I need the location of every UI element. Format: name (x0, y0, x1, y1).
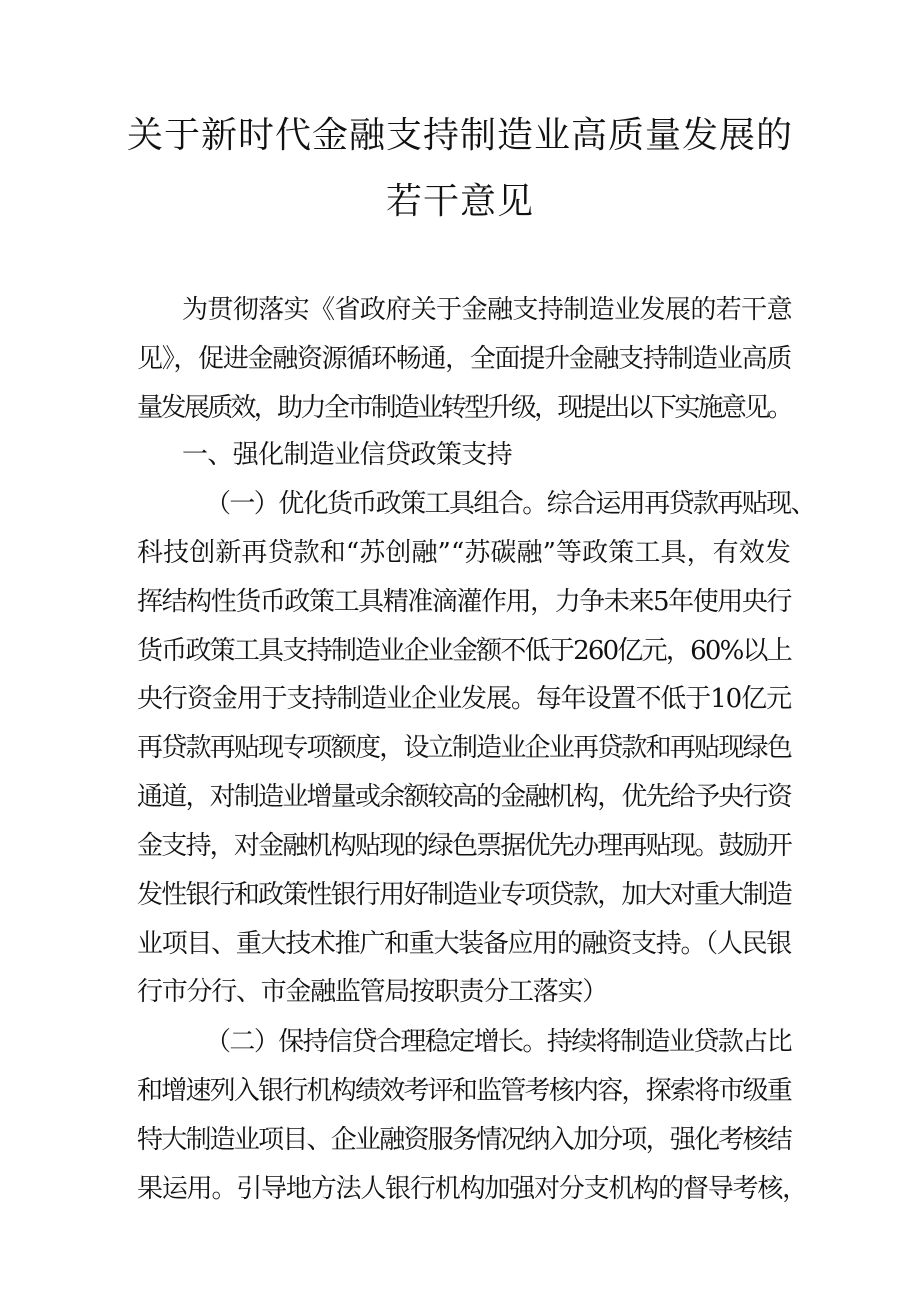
document-title-line-1: 关于新时代金融支持制造业高质量发展的 (126, 115, 793, 156)
paragraph-intro-line-2: 见》，促进金融资源循环畅通，全面提升金融支持制造业高质 (137, 344, 791, 374)
paragraph-1-line-10: 业项目、重大技术推广和重大装备应用的融资支持。（人民银 (137, 929, 791, 959)
paragraph-1-line-7: 通道，对制造业增量或余额较高的金融机构，优先给予央行资 (137, 782, 791, 812)
paragraph-1-line-6: 再贷款再贴现专项额度，设立制造业企业再贷款和再贴现绿色 (137, 733, 791, 763)
paragraph-1-line-9: 发性银行和政策性银行用好制造业专项贷款，加大对重大制造 (137, 880, 791, 910)
document-title-line-2: 若干意见 (385, 181, 534, 222)
paragraph-2-line-4: 果运用。引导地方法人银行机构加强对分支机构的督导考核， (137, 1174, 807, 1204)
paragraph-1-line-2: 科技创新再贷款和“苏创融”“苏碳融”等政策工具，有效发 (137, 538, 791, 568)
paragraph-intro-line-3: 量发展质效，助力全市制造业转型升级，现提出以下实施意见。 (137, 393, 791, 423)
paragraph-1-line-8: 金支持，对金融机构贴现的绿色票据优先办理再贴现。鼓励开 (137, 831, 791, 861)
paragraph-1-line-4: 货币政策工具支持制造业企业金额不低于260亿元，60%以上 (137, 636, 791, 666)
section-heading-1: 一、强化制造业信贷政策支持 (182, 440, 512, 470)
paragraph-2-line-3: 特大制造业项目、企业融资服务情况纳入加分项，强化考核结 (137, 1125, 791, 1155)
paragraph-intro-line-1: 为贯彻落实《省政府关于金融支持制造业发展的若干意 (182, 295, 792, 325)
paragraph-1-line-11: 行市分行、市金融监管局按职责分工落实） (137, 977, 607, 1007)
paragraph-1-line-5: 央行资金用于支持制造业企业发展。每年设置不低于10亿元 (137, 684, 791, 714)
paragraph-2-line-2: 和增速列入银行机构绩效考评和监管考核内容，探索将市级重 (137, 1076, 791, 1106)
paragraph-1-line-1: （一）优化货币政策工具组合。综合运用再贷款再贴现、 (205, 489, 815, 519)
paragraph-2-line-1: （二）保持信贷合理稳定增长。持续将制造业贷款占比 (205, 1027, 791, 1057)
paragraph-1-line-3: 挥结构性货币政策工具精准滴灌作用，力争未来5年使用央行 (137, 587, 791, 617)
